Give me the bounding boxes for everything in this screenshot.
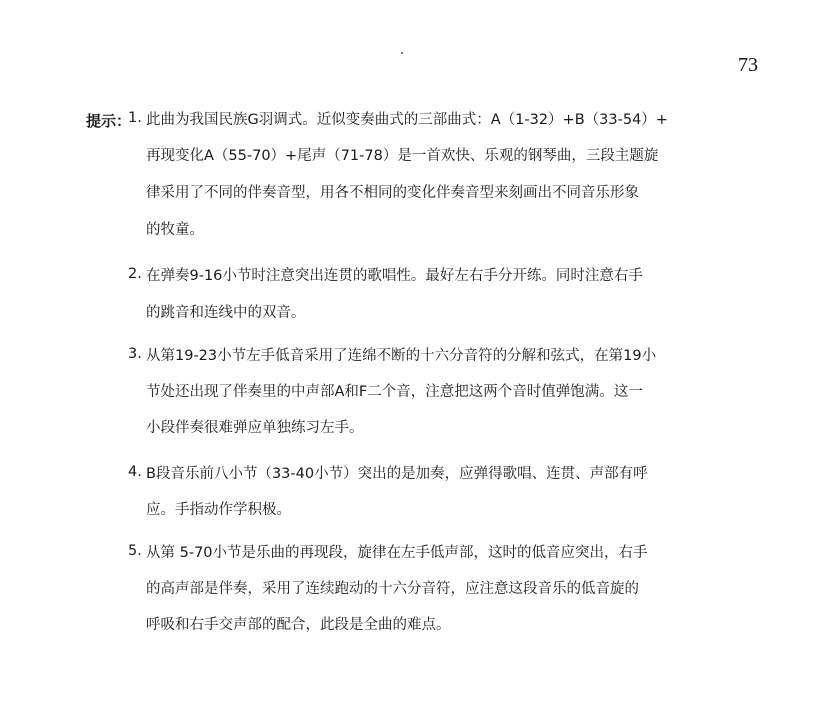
tip-line: 再现变化A（55-70）+尾声（71-78）是一首欢快、乐观的钢琴曲，三段主题旋	[146, 148, 659, 164]
tip-number: 5.	[128, 543, 142, 559]
scan-speck	[401, 52, 403, 54]
tip-line: 小段伴奏很难弹应单独练习左手。	[146, 420, 364, 436]
tips-label: 提示：	[86, 112, 132, 130]
tip-line: 呼吸和右手交声部的配合，此段是全曲的难点。	[146, 617, 451, 633]
tip-line: 在弹奏9-16小节时注意突出连贯的歌唱性。最好左右手分开练。同时注意右手	[146, 268, 643, 284]
page-number: 73	[738, 54, 758, 76]
tip-line: 应。手指动作学积极。	[146, 502, 291, 518]
tip-line: 此曲为我国民族G羽调式。近似变奏曲式的三部曲式：A（1-32）+B（33-54）+	[146, 112, 668, 128]
tip-line: 从第 5-70小节是乐曲的再现段，旋律在左手低声部，这时的低音应突出，右手	[146, 545, 648, 561]
tip-number: 4.	[128, 464, 142, 480]
tip-line: 的跳音和连线中的双音。	[146, 305, 306, 321]
tip-number: 2.	[128, 266, 142, 282]
tip-line: B段音乐前八小节（33-40小节）突出的是加奏，应弹得歌唱、连贯、声部有呼	[146, 466, 648, 482]
tip-line: 从第19-23小节左手低音采用了连绵不断的十六分音符的分解和弦式，在第19小	[146, 348, 657, 364]
tip-line: 的牧童。	[146, 222, 204, 238]
tip-line: 律采用了不同的伴奏音型，用各不相同的变化伴奏音型来刻画出不同音乐形象	[146, 185, 639, 201]
tip-line: 节处还出现了伴奏里的中声部A和F二个音，注意把这两个音时值弹饱满。这一	[146, 384, 643, 400]
tip-number: 1.	[128, 110, 142, 126]
tip-line: 的高声部是伴奏，采用了连续跑动的十六分音符，应注意这段音乐的低音旋的	[146, 581, 639, 597]
tip-number: 3.	[128, 346, 142, 362]
